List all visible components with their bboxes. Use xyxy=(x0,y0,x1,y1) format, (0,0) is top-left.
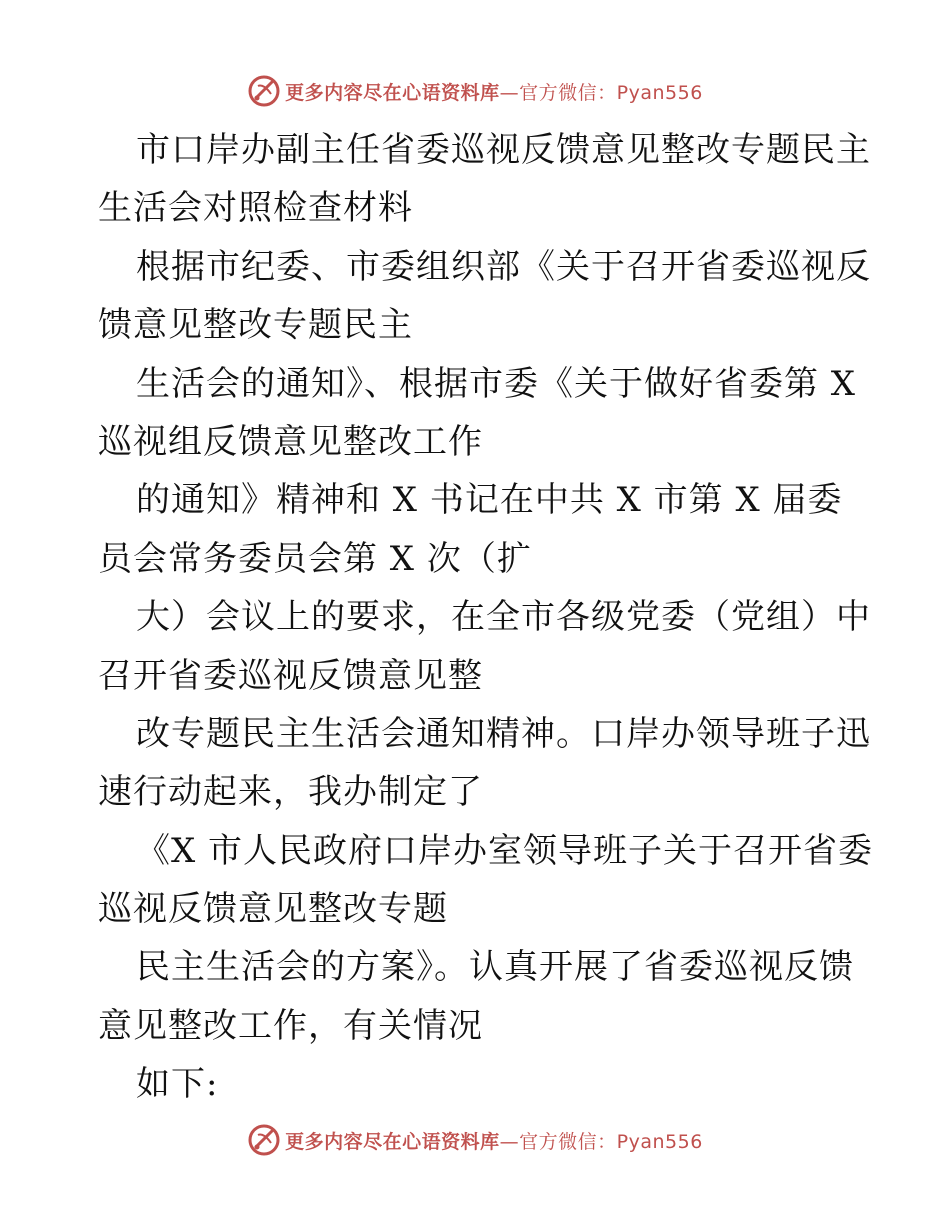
paragraph-line: 改专题民主生活会通知精神。口岸办领导班子迅 xyxy=(136,713,871,754)
logo-icon xyxy=(247,1123,281,1157)
title-line-1: 市口岸办副主任省委巡视反馈意见整改专题民主 xyxy=(136,130,871,170)
paragraph-line: 馈意见整改专题民主 xyxy=(98,305,413,346)
paragraph-line: 民主生活会的方案》。认真开展了省委巡视反馈 xyxy=(136,947,854,988)
paragraph-line: 生活会的通知》、根据市委《关于做好省委第 X xyxy=(136,363,857,404)
paragraph-line: 《X 市人民政府口岸办室领导班子关于召开省委 xyxy=(136,830,874,871)
footer-wechat-text: 官方微信：Pyan556 xyxy=(519,1130,703,1153)
footer-separator: — xyxy=(499,1130,520,1153)
header-banner xyxy=(0,71,950,111)
paragraph-line: 巡视组反馈意见整改工作 xyxy=(98,421,483,462)
paragraph-line: 根据市纪委、市委组织部《关于召开省委巡视反 xyxy=(136,246,871,287)
footer-promo-text: 更多内容尽在心语资料库 xyxy=(285,1130,500,1153)
paragraph-line: 巡视反馈意见整改专题 xyxy=(98,889,448,930)
paragraph-line: 召开省委巡视反馈意见整 xyxy=(98,655,483,696)
logo-icon xyxy=(247,74,281,108)
header-promo-text: 更多内容尽在心语资料库 xyxy=(285,81,500,104)
header-banner-text xyxy=(285,78,703,105)
header-wechat-text: 官方微信：Pyan556 xyxy=(519,81,703,104)
footer-banner-text xyxy=(285,1127,703,1154)
title-line-2: 生活会对照检查材料 xyxy=(98,188,413,229)
paragraph-line: 意见整改工作，有关情况 xyxy=(98,1005,483,1046)
paragraph-line: 员会常务委员会第 X 次（扩 xyxy=(98,538,532,579)
paragraph-line: 的通知》精神和 X 书记在中共 X 市第 X 届委 xyxy=(136,480,843,521)
header-separator: — xyxy=(499,81,520,104)
footer-banner xyxy=(0,1120,950,1160)
document-body xyxy=(98,121,874,1114)
paragraph-line: 大）会议上的要求，在全市各级党委（党组）中 xyxy=(136,597,871,638)
paragraph-line: 如下: xyxy=(136,1064,219,1105)
paragraph-line: 速行动起来，我办制定了 xyxy=(98,772,483,813)
